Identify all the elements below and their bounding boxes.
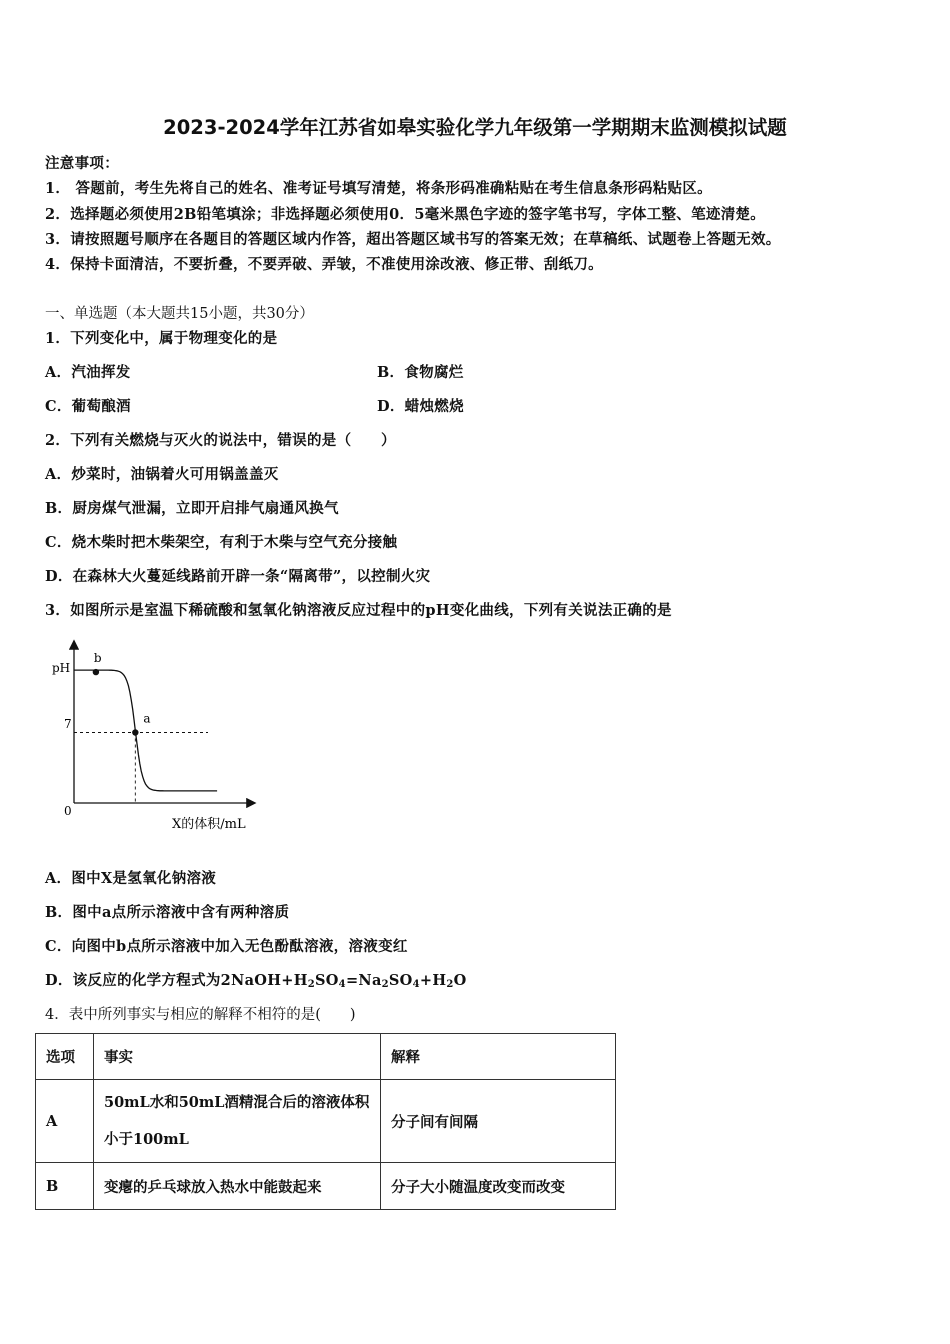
page-title: 2023-2024学年江苏省如皋实验化学九年级第一学期期末监测模拟试题 [163,116,787,139]
notice-item-1: 1． 答题前，考生先将自己的姓名、准考证号填写清楚，将条形码准确粘贴在考生信息条形码粘贴区。 [45,180,712,197]
fact-table [35,1033,616,1210]
table-row [36,1080,616,1163]
point-b-marker [93,669,99,675]
q3-option-a: A．图中X是氢氧化钠溶液 [45,870,217,887]
q2-option-b: B．厨房煤气泄漏，立即开启排气扇通风换气 [45,500,339,517]
q3-option-b: B．图中a点所示溶液中含有两种溶质 [45,904,290,921]
ph-curve-line [74,670,217,791]
table-cell-fact: 变瘪的乒乓球放入热水中能鼓起来 [94,1163,381,1210]
q4-stem: 4．表中所列事实与相应的解释不相符的是( ) [45,1007,356,1023]
q2-stem: 2．下列有关燃烧与灭火的说法中，错误的是（ ） [45,432,396,449]
q3-option-d: D．该反应的化学方程式为$2NaOH+H_2SO_4=Na_2SO_4+H_2O$ [45,972,467,990]
table-header-cell: 选项 [36,1034,94,1080]
q2-option-c: C．烧木柴时把木柴架空，有利于木柴与空气充分接触 [45,534,398,551]
q1-option-c: C．葡萄酿酒 [45,398,131,415]
notice-heading: 注意事项： [45,155,119,172]
ph-curve-chart [40,632,280,837]
notice-item-3: 3．请按照题号顺序在各题目的答题区域内作答，超出答题区域书写的答案无效；在草稿纸、试题卷上答题无效。 [45,231,781,248]
q2-option-d: D．在森林大火蔓延线路前开辟一条“隔离带”，以控制火灾 [45,568,431,585]
notice-item-4: 4．保持卡面清洁，不要折叠，不要弄破、弄皱，不准使用涂改液、修正带、刮纸刀。 [45,256,603,273]
point-b-label: b [93,651,102,666]
section-heading: 一、单选题（本大题共15小题，共30分） [45,306,314,322]
q3-option-c: C．向图中b点所示溶液中加入无色酚酞溶液，溶液变红 [45,938,408,955]
table-header-cell: 解释 [381,1034,616,1080]
x-axis-label: X的体积/mL [172,817,246,832]
table-cell-explain: 分子大小随温度改变而改变 [381,1163,616,1210]
table-cell-option: A [36,1080,94,1163]
table-cell-option: B [36,1163,94,1210]
point-a-label: a [143,711,151,726]
q1-option-a: A．汽油挥发 [45,364,131,381]
point-a-marker [132,729,138,735]
table-cell-explain: 分子间有间隔 [381,1080,616,1163]
q2-option-a: A．炒菜时，油锅着火可用锅盖盖灭 [45,466,279,483]
q3-stem: 3．如图所示是室温下稀硫酸和氢氧化钠溶液反应过程中的pH变化曲线，下列有关说法正确的是 [45,602,672,619]
origin-label: 0 [64,804,72,818]
table-row [36,1163,616,1210]
q1-option-d: D．蜡烛燃烧 [377,398,464,415]
y-tick-label-7: 7 [64,717,72,731]
q1-option-b: B．食物腐烂 [377,364,464,381]
table-header-row [36,1034,616,1080]
table-header-cell: 事实 [94,1034,381,1080]
q1-stem: 1．下列变化中，属于物理变化的是 [45,330,278,347]
table-cell-fact: 50mL水和50mL酒精混合后的溶液体积小于100mL [94,1080,381,1163]
y-axis-label: pH [52,661,71,675]
notice-item-2: 2．选择题必须使用2B铅笔填涂；非选择题必须使用0．5毫米黑色字迹的签字笔书写，字体工整、笔迹清楚。 [45,206,766,223]
